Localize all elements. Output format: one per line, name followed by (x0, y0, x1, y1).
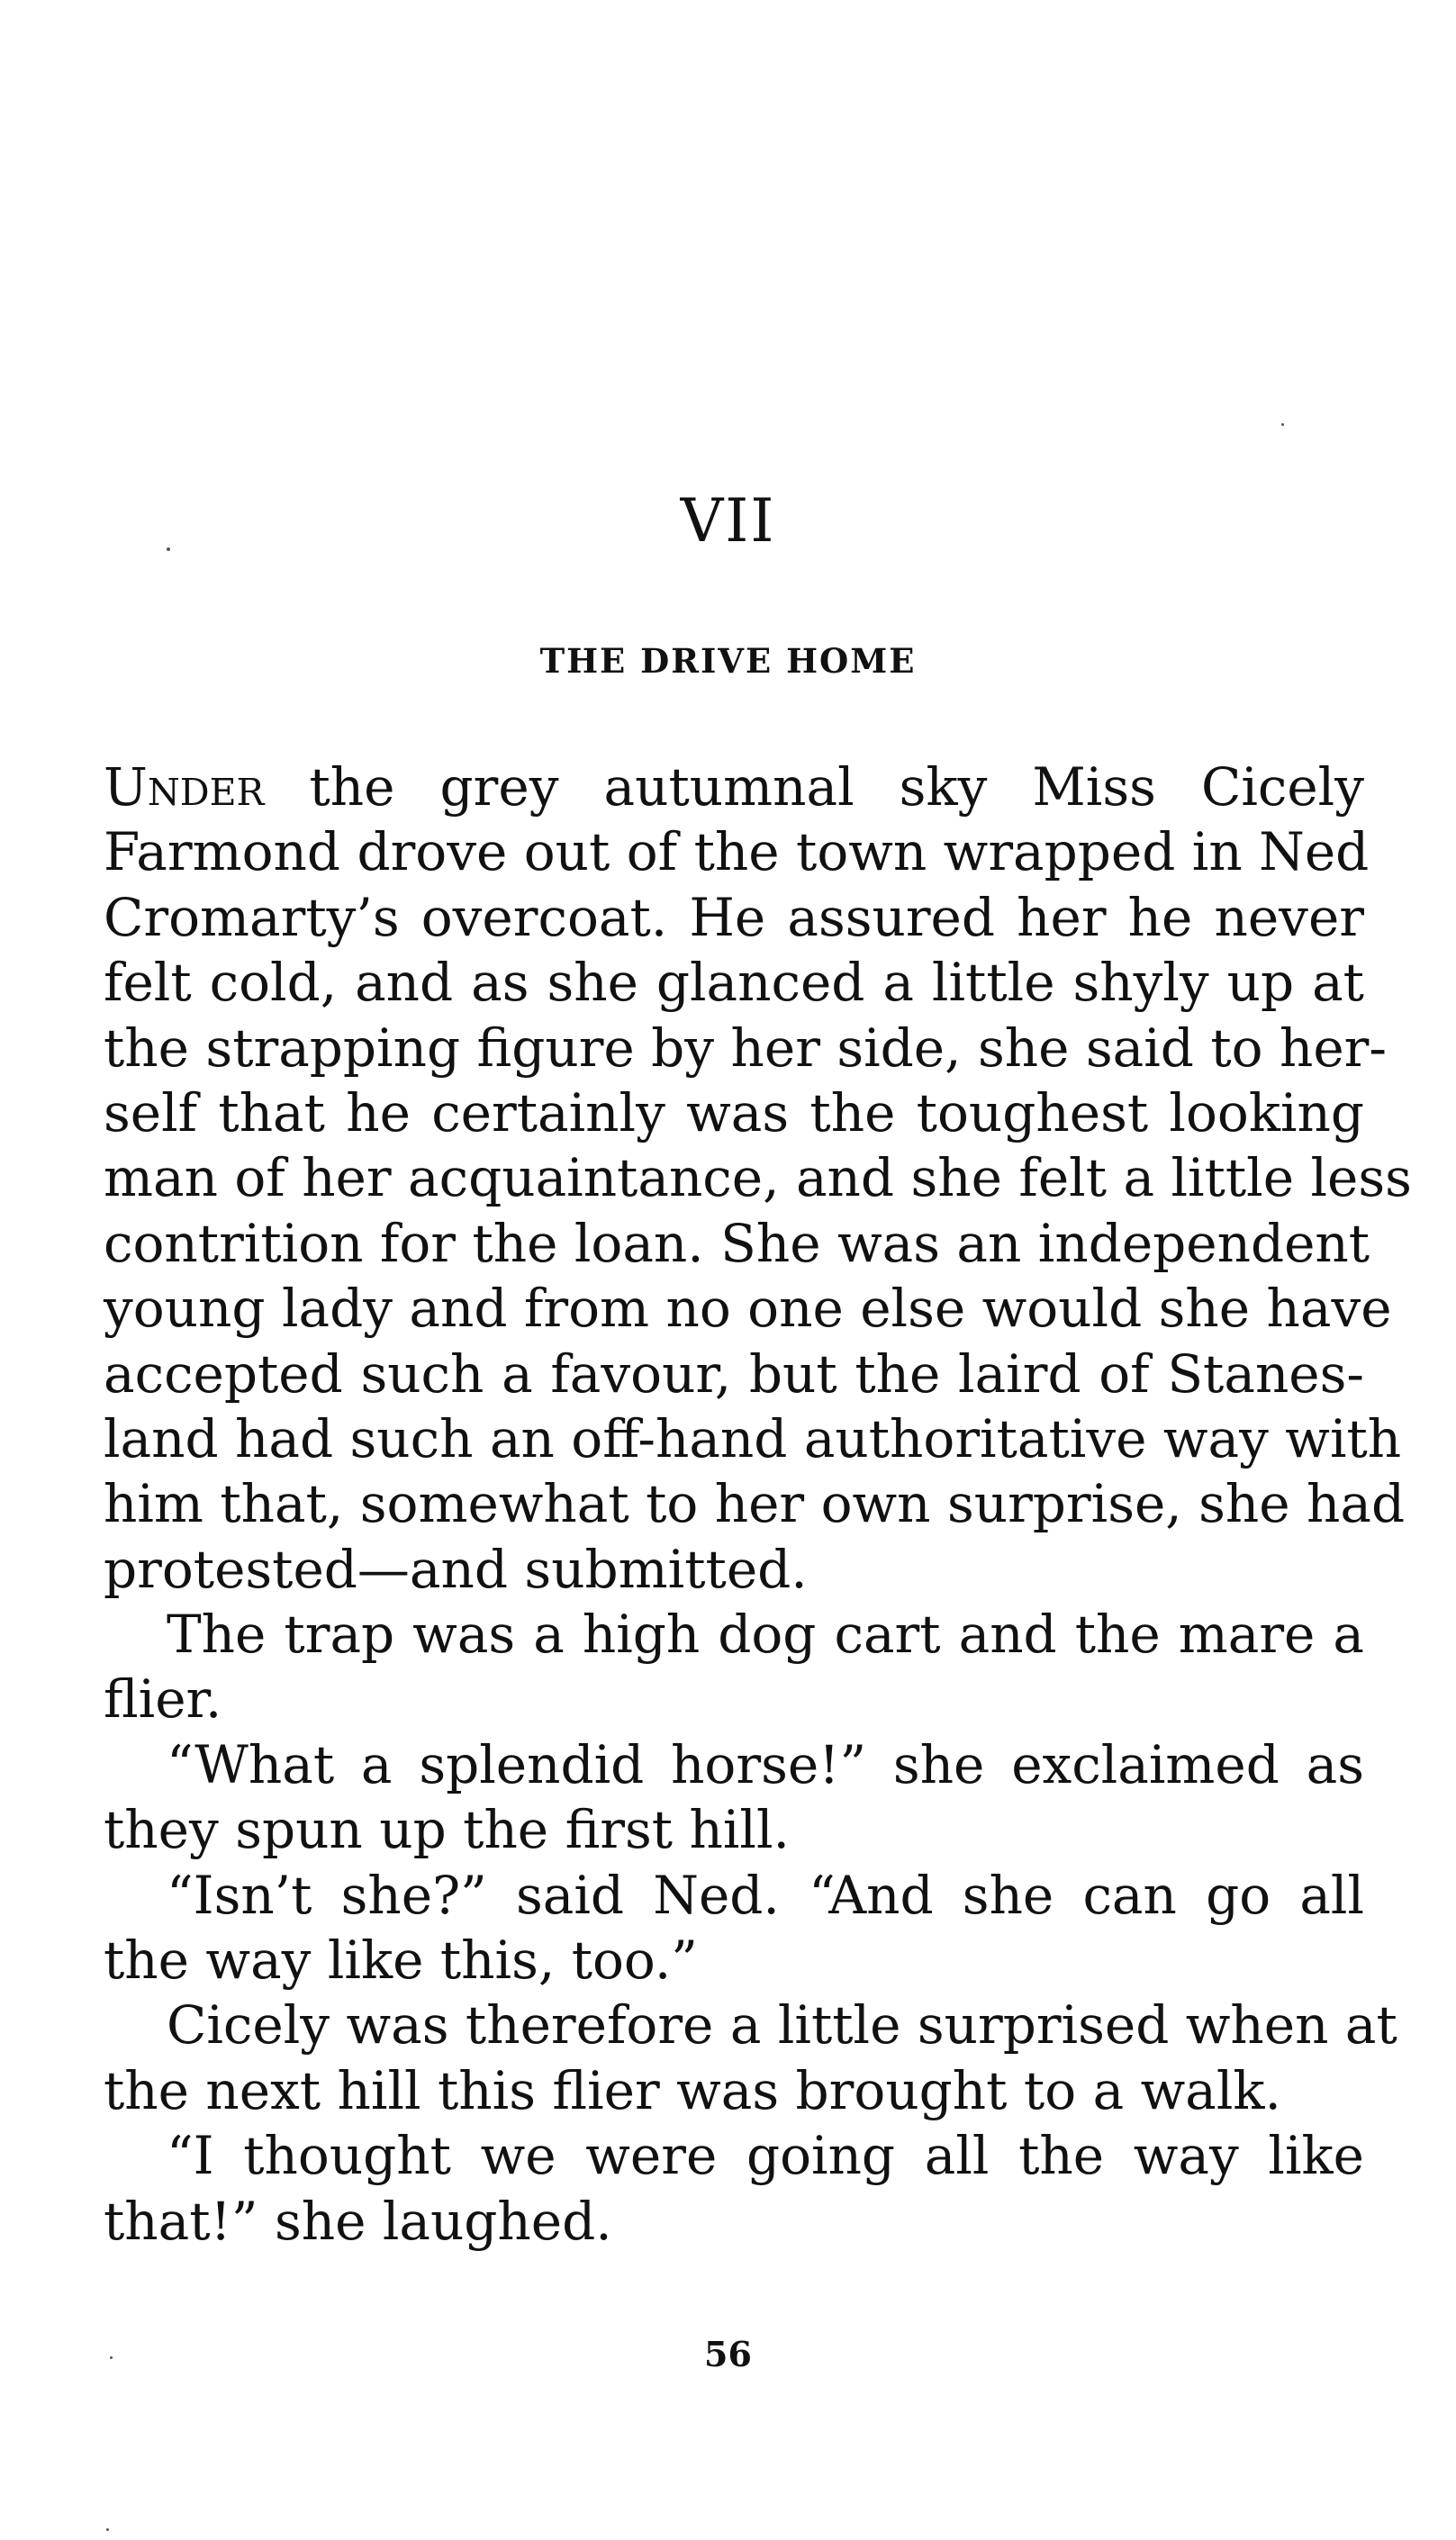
body-line: flier. (104, 1668, 222, 1731)
chapter-number: VII (680, 486, 776, 556)
body-line: Cromarty’s overcoat. He assured her he never (104, 886, 1364, 948)
drop-word: Under (104, 756, 265, 818)
body-line: contrition for the loan. She was an independent (104, 1212, 1370, 1274)
first-line-text: the grey autumnal sky Miss Cicely (264, 756, 1364, 818)
body-line: protested—and submitted. (104, 1538, 808, 1600)
body-line: the next hill this flier was brought to a walk. (104, 2059, 1281, 2121)
body-line: self that he certainly was the toughest looking (104, 1081, 1364, 1143)
body-line: “Isn’t she?” said Ned. “And she can go all (167, 1864, 1364, 1926)
page-number: 56 (704, 2334, 752, 2374)
body-line: felt cold, and as she glanced a little shyly up at (104, 952, 1364, 1014)
body-line: The trap was a high dog cart and the mare a (167, 1604, 1364, 1666)
body-line: accepted such a favour, but the laird of Stanes- (104, 1342, 1364, 1405)
paper-speck (110, 2356, 113, 2359)
body-line: the way like this, too.” (104, 1930, 698, 1992)
body-line: “I thought we were going all the way like (167, 2125, 1364, 2187)
chapter-title: THE DRIVE HOME (539, 641, 917, 681)
chapter-body (104, 755, 1412, 2254)
paper-speck (106, 2528, 109, 2531)
body-line: him that, somewhat to her own surprise, she had (104, 1473, 1406, 1535)
body-line: young lady and from no one else would she have (104, 1278, 1392, 1340)
paper-speck (1281, 423, 1284, 426)
body-line: man of her acquaintance, and she felt a little less (104, 1147, 1412, 1209)
body-line (104, 755, 1364, 819)
body-line: Farmond drove out of the town wrapped in Ned (104, 821, 1370, 883)
paper-speck (167, 547, 170, 551)
body-line: Cicely was therefore a little surprised when at (167, 1994, 1397, 2056)
body-line: they spun up the first hill. (104, 1799, 790, 1861)
body-line: “What a splendid horse!” she exclaimed as (167, 1733, 1364, 1795)
body-line: land had such an off-hand authoritative way with (104, 1407, 1402, 1469)
body-line: that!” she laughed. (104, 2190, 612, 2252)
body-line: the strapping figure by her side, she said to her- (104, 1017, 1387, 1079)
